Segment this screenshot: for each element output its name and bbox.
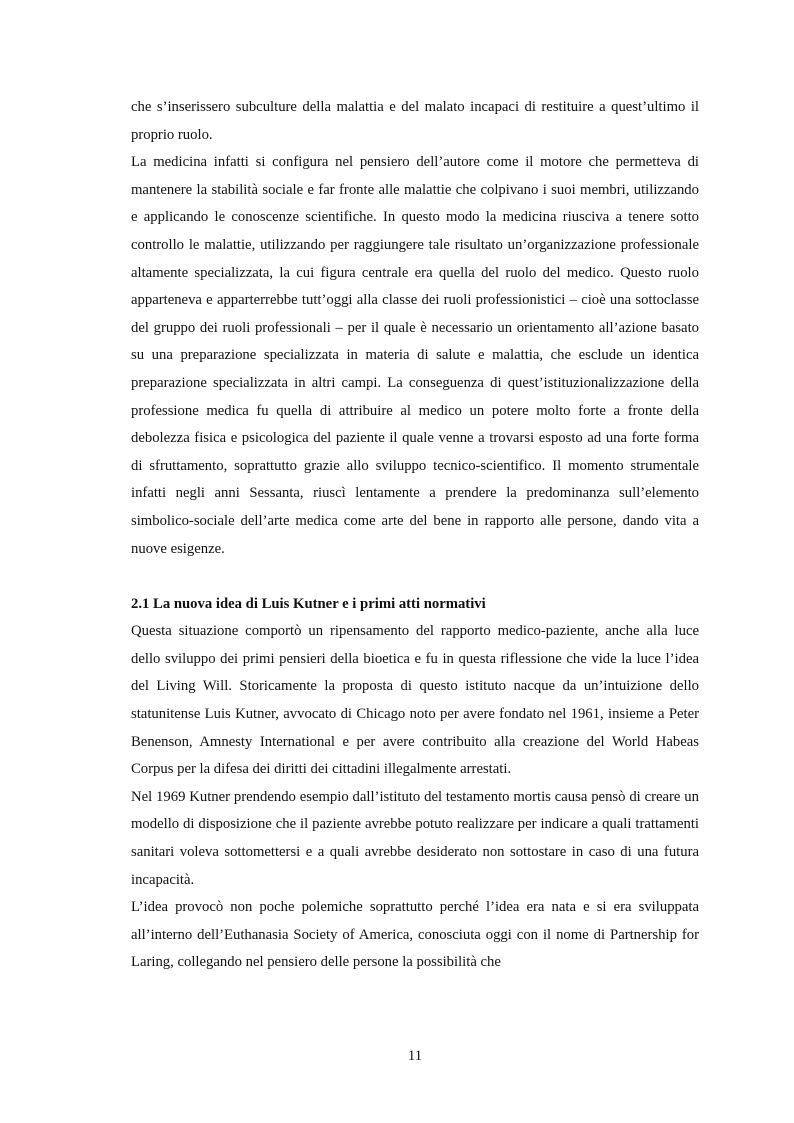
page-number: 11 [407,1048,423,1064]
section-spacer [131,563,699,591]
page-body [131,94,699,977]
paragraph: che s’inserissero subculture della malattia e del malato incapaci di restituire a quest’ultimo il proprio ruolo. [131,99,699,143]
paragraph: Questa situazione comportò un ripensamento del rapporto medico-paziente, anche alla luce dello sviluppo dei primi pensieri della bioetica e fu in questa riflessione che vide la luce l’idea del Living Will. Storicamente la proposta di questo istituto nacque da un’intuizione dello statunitense Luis Kutner, avvocato di Chicago noto per avere fondato nel 1961, insieme a Peter Benenson, Amnesty International e per avere contribuito alla creazione del World Habeas Corpus per la difesa dei diritti dei cittadini illegalmente arrestati. [131,623,699,778]
paragraph: La medicina infatti si configura nel pensiero dell’autore come il motore che permetteva di mantenere la stabilità sociale e far fronte alle malattie che colpivano i suoi membri, utilizzando e applicando le conoscenze scientifiche. In questo modo la medicina riusciva a tenere sotto controllo le malattie, utilizzando per raggiungere tale risultato un’organizzazione professionale altamente specializzata, la cui figura centrale era quella del ruolo del medico. Questo ruolo apparteneva e apparterrebbe tutt’oggi alla classe dei ruoli professionistici – cioè una sottoclasse del gruppo dei ruoli professionali – per il quale è necessario un orientamento all’azione basato su una preparazione specializzata in materia di salute e malattia, che esclude un identica preparazione specializzata in altri campi. La conseguenza di quest’istituzionalizzazione della professione medica fu quella di attribuire al medico un potere molto forte a fronte della debolezza fisica e psicologica del paziente il quale venne a trovarsi esposto ad una forte forma di sfruttamento, soprattutto grazie allo sviluppo tecnico-scientifico. Il momento strumentale infatti negli anni Sessanta, riuscì lentamente a prendere la predominanza sull’elemento simbolico-sociale dell’arte medica come arte del bene in rapporto alle persone, dando vita a nuove esigenze. [131,154,699,557]
paragraph: Nel 1969 Kutner prendendo esempio dall’istituto del testamento mortis causa pensò di creare un modello di disposizione che il paziente avrebbe potuto realizzare per indicare a quali trattamenti sanitari voleva sottomettersi e a quali avrebbe desiderato non sottostare in caso di una futura incapacità. [131,788,699,888]
section-heading: 2.1 La nuova idea di Luis Kutner e i primi atti normativi [131,595,486,612]
paragraph: L’idea provocò non poche polemiche soprattutto perché l’idea era nata e si era sviluppata all’interno dell’Euthanasia Society of America, conosciuta oggi con il nome di Partnership for Laring, collegando nel pensiero delle persone la possibilità che [131,899,699,971]
